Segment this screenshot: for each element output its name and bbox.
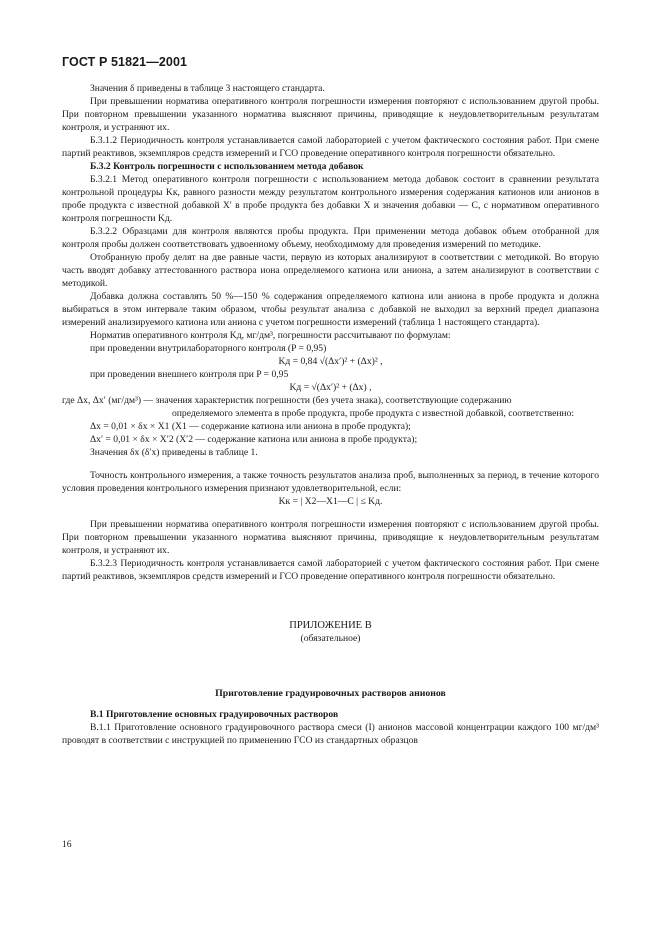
document-header: ГОСТ Р 51821—2001 xyxy=(62,55,188,69)
subsection-heading: Б.3.2 Контроль погрешности с использованием метода добавок xyxy=(90,161,364,172)
page-number: 16 xyxy=(62,839,72,850)
formula-line: Δx′ = 0,01 × δx × X′2 (X′2 — содержание катиона или аниона в пробе продукта); xyxy=(90,434,418,445)
document-body xyxy=(62,82,599,747)
appendix-title: ПРИЛОЖЕНИЕ В xyxy=(289,620,372,631)
paragraph: Точность контрольного измерения, а также точность результатов анализа проб, выполненных за период, в течение которого условия проведения контрольного измерения признают удовлетворительной, если: xyxy=(62,470,599,494)
paragraph: Б.3.1.2 Периодичность контроля устанавливается самой лабораторией с учетом фактического состояния работ. При смене партий реактивов, экземпляров средств измерений и ГСО проведение оперативного контроля погрешности обязательно. xyxy=(62,135,599,159)
formula-external-control: Kд = √(Δx′)² + (Δx) , xyxy=(289,382,372,393)
appendix-subtitle: (обязательное) xyxy=(300,633,361,644)
paragraph: Норматив оперативного контроля Kд, мг/дм³, погрешности рассчитывают по формулам: xyxy=(90,330,451,341)
paragraph: Значения δx (δ′x) приведены в таблице 1. xyxy=(90,447,258,458)
formula-internal-control: Kд = 0,84 √(Δx′)² + (Δx)² , xyxy=(278,356,383,367)
paragraph: при проведении внутрилабораторного контроля (P = 0,95) xyxy=(90,343,327,354)
paragraph: Б.3.2.1 Метод оперативного контроля погрешности с использованием метода добавок состоит в сравнении результата контрольной процедуры Kк, равного разности между результатом контрольного измерения содержания катионов или анионов в пробе продукта с известной добавкой X′ в пробе продукта без добавки X и значения добавки — C, с нормативом оперативного контроля погрешности Kд. xyxy=(62,174,599,224)
appendix-heading xyxy=(62,619,599,645)
paragraph: Отобранную пробу делят на две равные части, первую из которых анализируют в соответствии с методикой. Во вторую часть вводят добавку аттестованного раствора иона определяемого катиона или аниона, а затем анализируют в соответствии с методикой. xyxy=(62,252,599,289)
formula-condition: Kк = | X2—X1—C | ≤ Kд. xyxy=(278,496,383,507)
paragraph: Б.3.2.2 Образцами для контроля являются пробы продукта. При применении метода добавок объем отобранной для контроля пробы должен соответствовать удвоенному объему, необходимому для проведения измерений по методике. xyxy=(62,226,599,250)
paragraph: При превышении норматива оперативного контроля погрешности измерения повторяют с использованием другой пробы. При повторном превышении указанного норматива выясняют причины, приводящие к неудовлетворительным результатам контроля, и устраняют их. xyxy=(62,96,599,133)
paragraph: При превышении норматива оперативного контроля погрешности измерения повторяют с использованием другой пробы. При повторном превышении указанного норматива выясняют причины, приводящие к неудовлетворительным результатам контроля, и устраняют их. xyxy=(62,519,599,556)
section-title: Приготовление градуировочных растворов анионов xyxy=(215,688,446,699)
paragraph: Б.3.2.3 Периодичность контроля устанавливается самой лабораторией с учетом фактического состояния работ. При смене партий реактивов, экземпляров средств измерений и ГСО проведение оперативного контроля погрешности обязательно. xyxy=(62,558,599,582)
paragraph: где Δx, Δx′ (мг/дм³) — значения характеристик погрешности (без учета знака), соответствующие содержанию xyxy=(62,395,512,406)
paragraph: Значения δ приведены в таблице 3 настоящего стандарта. xyxy=(90,83,325,94)
paragraph: В.1.1 Приготовление основного градуировочного раствора смеси (I) анионов массовой концентрации каждого 100 мг/дм³ проводят в соответствии с инструкцией по применению ГСО из стандартных образцов xyxy=(62,722,599,746)
paragraph: Добавка должна составлять 50 %—150 % содержания определяемого катиона или аниона в пробе продукта и должна выбираться в этом интервале таким образом, чтобы результат анализа с добавкой не выходил за верхний предел диапазона измерений анализируемого катиона или аниона с учетом погрешности измерений (таблица 1 настоящего стандарта). xyxy=(62,291,599,328)
paragraph: определяемого элемента в пробе продукта, пробе продукта с известной добавкой, соответственно: xyxy=(172,408,575,419)
subsection-heading: В.1 Приготовление основных градуировочных растворов xyxy=(90,709,339,720)
formula-line: Δx = 0,01 × δx × X1 (X1 — содержание катиона или аниона в пробе продукта); xyxy=(90,421,411,432)
paragraph: при проведении внешнего контроля при P = 0,95 xyxy=(90,369,289,380)
